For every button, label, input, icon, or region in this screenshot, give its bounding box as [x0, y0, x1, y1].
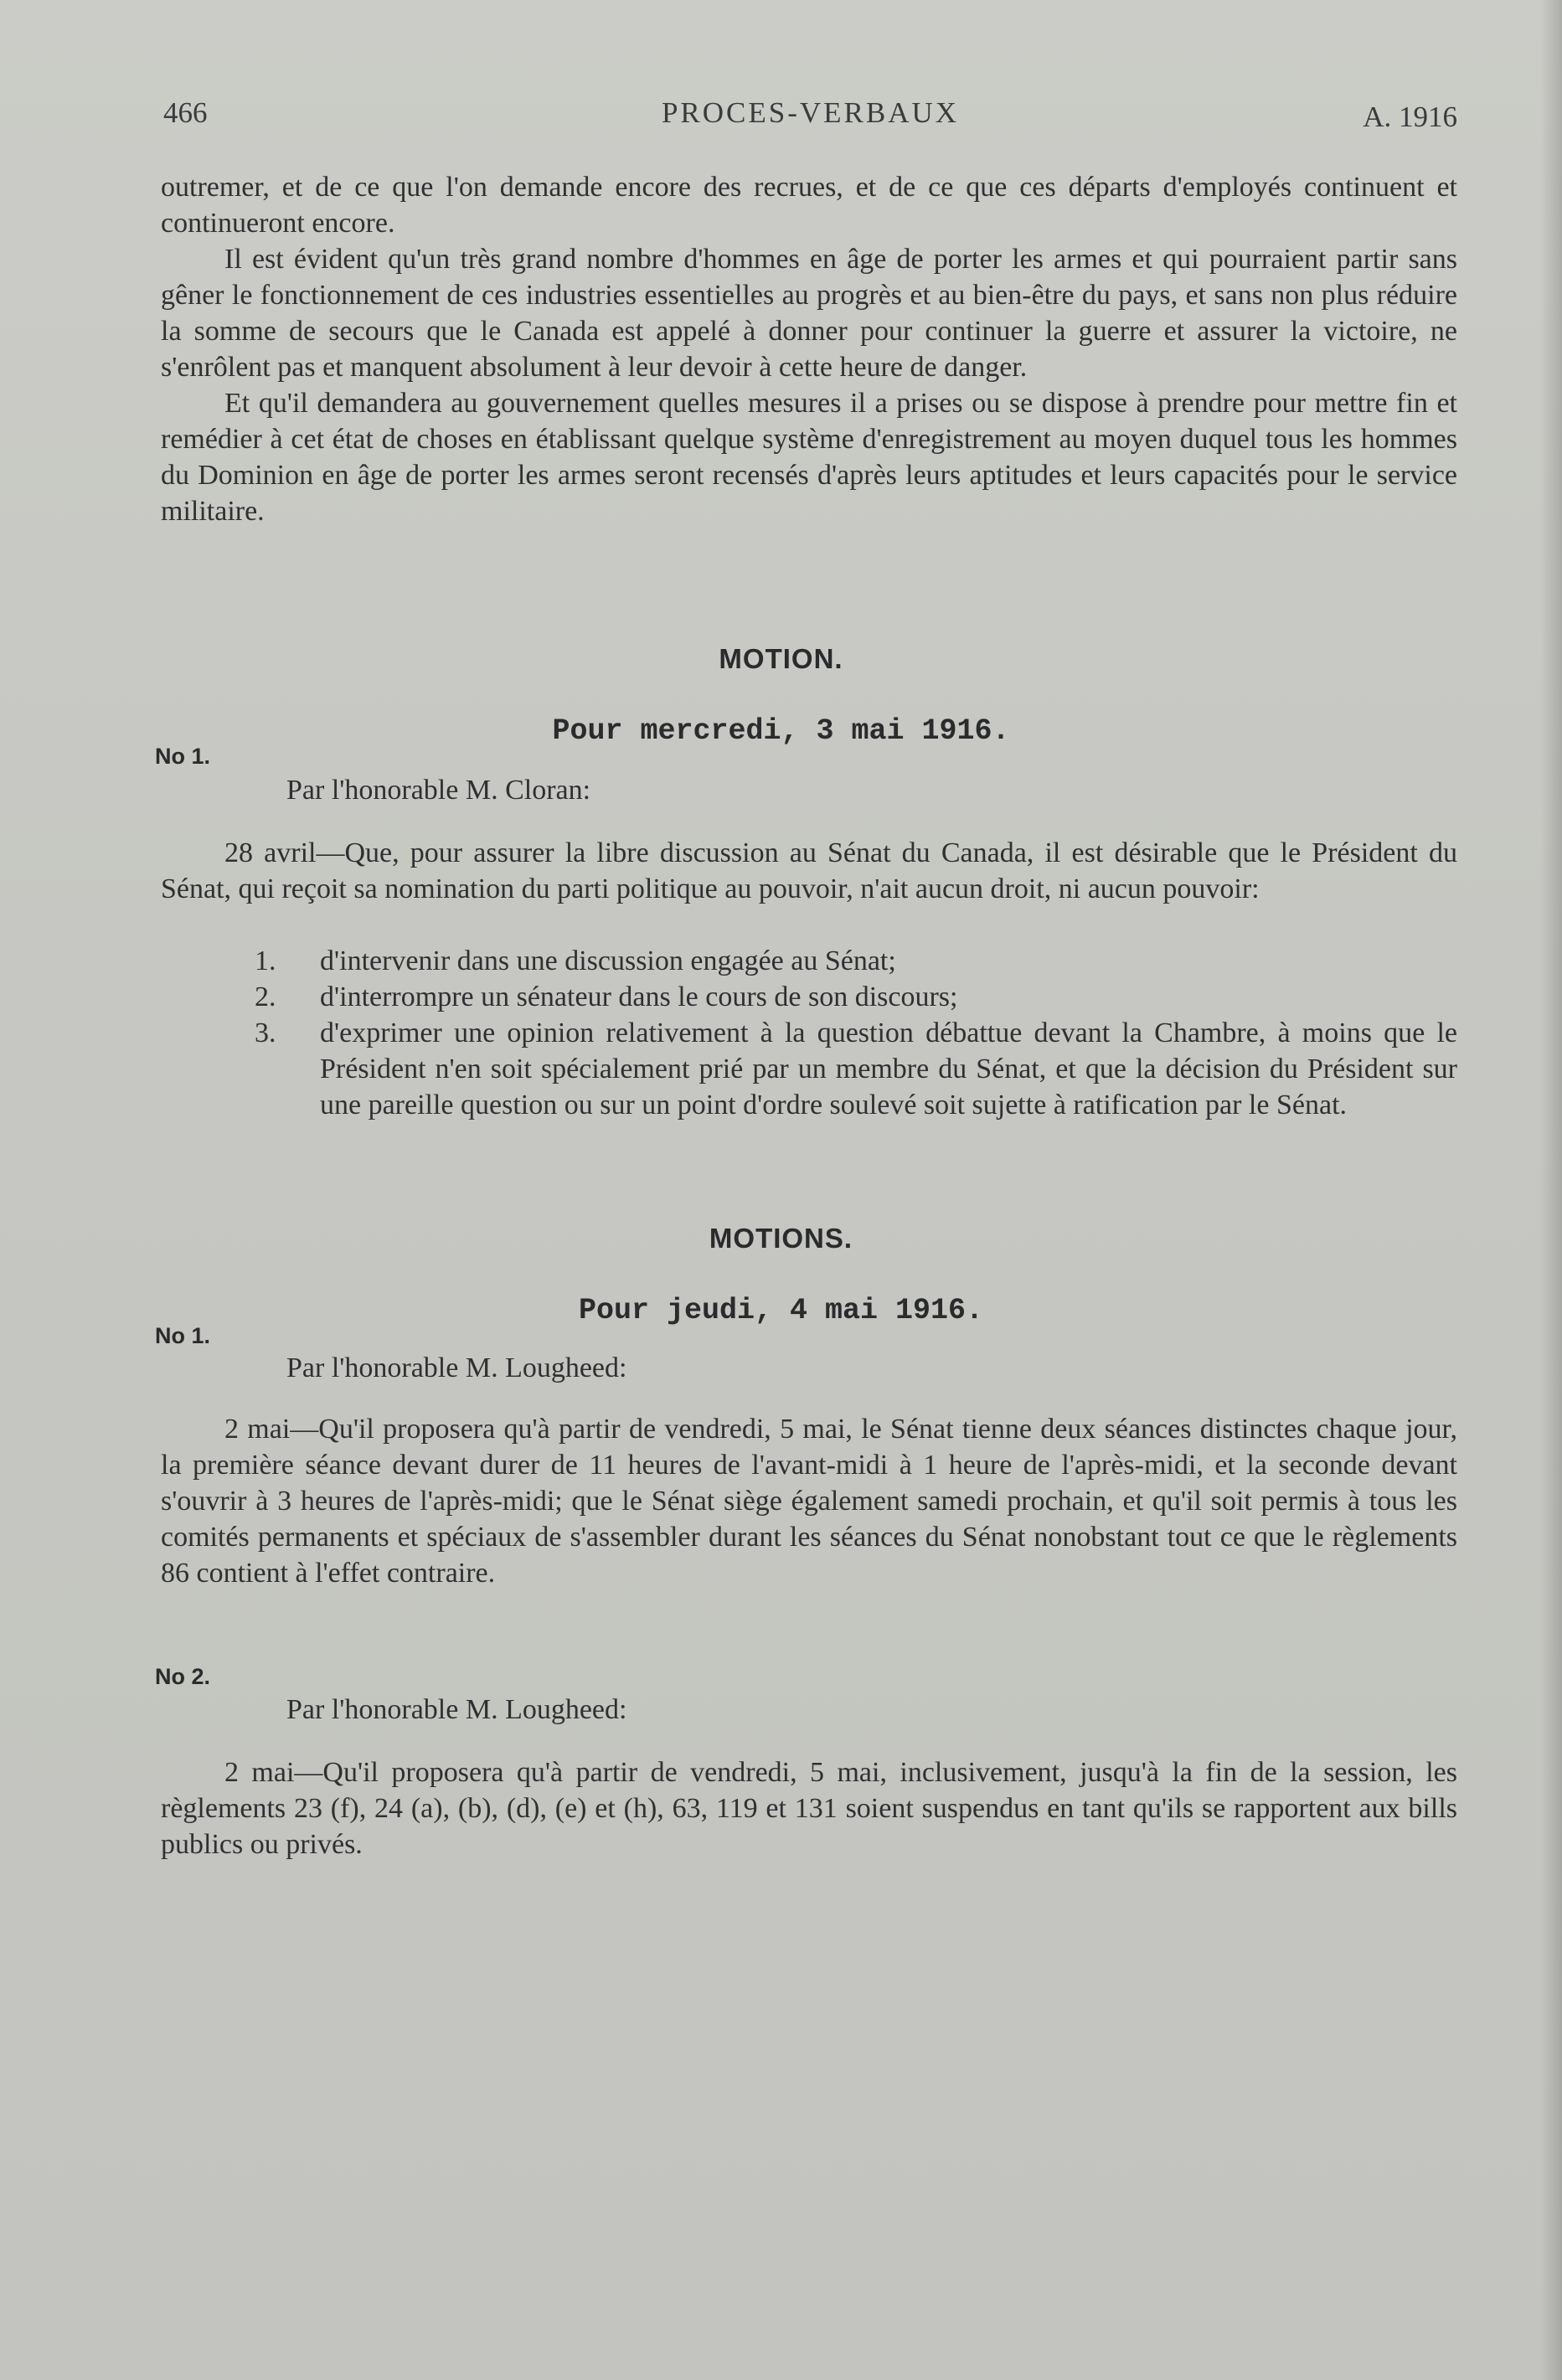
page-header — [163, 96, 1457, 138]
motion-author: Par l'honorable M. Lougheed: — [286, 1352, 627, 1383]
page-number: 466 — [163, 96, 208, 129]
list-item-text: d'intervenir dans une discussion engagée au Sénat; — [320, 945, 896, 976]
section-heading-motion: MOTION. — [719, 643, 843, 674]
motion-body: 28 avril—Que, pour assurer la libre discussion au Sénat du Canada, il est désirable que le Président du Sénat, qui reçoit sa nomination du parti politique au pouvoir, n'ait aucun droit, ni aucun pouvoir: — [161, 837, 1457, 904]
section-date: Pour jeudi, 4 mai 1916. — [578, 1294, 984, 1327]
intro-paragraph: outremer, et de ce que l'on demande encore des recrues, et de ce que ces départs d'employés continuent et continueront encore. — [161, 172, 1457, 239]
intro-paragraph: Il est évident qu'un très grand nombre d'hommes en âge de porter les armes et qui pourraient partir sans gêner le fonctionnement de ces industries essentielles au progrès et au bien-être du pays, et sans non plus réduire la somme de secours que le Canada est appelé à donner pour continuer la guerre et assurer la victoire, ne s'enrôlent pas et manquent absolument à leur devoir à cette heure de danger. — [161, 244, 1457, 383]
list-item-text: d'interrompre un sénateur dans le cours de son discours; — [320, 981, 958, 1012]
motion-body: 2 mai—Qu'il proposera qu'à partir de vendredi, 5 mai, inclusivement, jusqu'à la fin de la session, les règlements 23 (f), 24 (a), (b), (d), (e) et (h), 63, 119 et 131 soient suspendus en tant qu'ils se rapportent aux bills publics ou privés. — [161, 1757, 1457, 1860]
running-title: PROCES-VERBAUX — [661, 96, 960, 129]
motion-number: No 1. — [155, 744, 211, 769]
section-heading-motions: MOTIONS. — [709, 1223, 853, 1254]
motion-text — [161, 1754, 1457, 1862]
page-edge-shadow — [1540, 0, 1562, 2380]
list-item — [161, 979, 1457, 1015]
motion-number: No 2. — [155, 1664, 211, 1689]
motion-author: Par l'honorable M. Lougheed: — [286, 1694, 627, 1725]
motion-author: Par l'honorable M. Cloran: — [286, 775, 591, 806]
intro-paragraph: Et qu'il demandera au gouvernement quelles mesures il a prises ou se dispose à prendre pour mettre fin et remédier à cet état de choses en établissant quelque système d'enregistrement au moyen duquel tous les hommes du Dominion en âge de porter les armes seront recensés d'après leurs aptitudes et leurs capacités pour le service militaire. — [161, 388, 1457, 527]
list-item-text: d'exprimer une opinion relativement à la question débattue devant la Chambre, à moins que le Président n'en soit spécialement prié par un membre du Sénat, et que la décision du Président sur une pareille question ou sur un point d'ordre soulevé soit sujette à ratification par le Sénat. — [320, 1017, 1457, 1120]
session-year: A. 1916 — [1363, 100, 1457, 133]
motion-list — [161, 943, 1457, 1123]
list-item — [161, 1015, 1457, 1123]
list-item — [161, 943, 1457, 979]
motion-body: 2 mai—Qu'il proposera qu'à partir de vendredi, 5 mai, le Sénat tienne deux séances distinctes chaque jour, la première séance devant durer de 11 heures de l'avant-midi à 1 heure de l'après-midi, et la seconde devant s'ouvrir à 3 heures de l'après-midi; que le Sénat siège également samedi prochain, et qu'il soit permis à tous les comités permanents et spéciaux de s'assembler durant les séances du Sénat nonobstant tout ce que le règlements 86 contient à l'effet contraire. — [161, 1414, 1457, 1589]
list-item-number: 1. — [255, 945, 276, 976]
list-item-number: 3. — [255, 1017, 276, 1048]
section-date: Pour mercredi, 3 mai 1916. — [552, 714, 1010, 748]
motion-text — [161, 835, 1457, 907]
list-item-number: 2. — [255, 981, 276, 1012]
motion-number: No 1. — [155, 1323, 211, 1348]
intro-text — [161, 169, 1457, 529]
motion-text — [161, 1411, 1457, 1591]
